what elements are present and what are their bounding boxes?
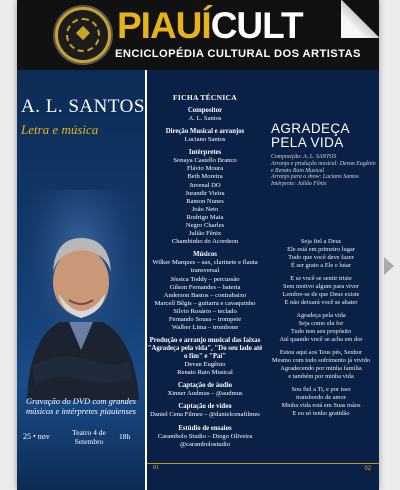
credit-line: Devan Eugênio [184,361,226,369]
lyrics-line: Sou fiel a Ti, e por isso [291,386,351,393]
credit-line: Daniel Cena Filmes – @danielcenafilmes [150,411,260,419]
song-composition-credits [271,154,377,188]
credit-line: Wilker Marques – sax, clarinete e flauta transversal [152,259,258,275]
lyrics-line: Mesmo com todo sofrimento já vivido [271,357,371,364]
lyrics-line: Agradecendo por minha família [280,365,362,372]
brand-part1: PIAUÍ [117,5,211,46]
composition-line: Arranjo para o show: Luciano Santos [271,174,359,181]
credit-section-title: Captação de áudio [177,382,232,390]
lyrics-line: E se você se sentir triste [290,275,352,282]
tagline: ENCICLOPÉDIA CULTURAL DOS ARTISTAS [115,48,361,60]
lyrics-line: Lembre-se de que Deus existe [282,291,360,298]
credit-section-title: Captação de vídeo [178,403,232,411]
event-date [23,428,141,450]
lyrics-line: É ser grato a Ele e lutar [291,262,351,269]
credits-column [147,70,263,490]
lyrics-stanza [263,349,379,381]
credit-line: Xinner Audmus – @audmus [167,390,243,398]
lyrics-line: Seja como ela for [298,320,344,327]
credit-line: Walber Lima – trombone [171,324,239,332]
credit-line: Carambolo Studio – Diogo Oliveira [157,432,253,440]
lyrics-line: Tudo que você deve fazer [288,254,354,261]
lyrics-line: Estou aqui aos Teus pés, Senhor [279,349,363,356]
magazine-spread [17,0,379,490]
credit-line: @carambolostudio [179,440,231,448]
credit-line: Beth Moreira [187,173,223,181]
lyrics-stanza [263,238,379,270]
song-title: AGRADEÇA PELA VIDA [271,121,350,150]
credit-section-title: Intérpretes [188,149,222,157]
dvd-recording-note: Gravação do DVD com grandes músicos e intérpretes piauienses [25,396,136,416]
credit-section-title: Direção Musical e arranjos [165,128,245,136]
seal-badge-icon [55,7,111,63]
credit-line: Flávio Moura [186,165,224,173]
next-page-arrow-icon[interactable] [384,257,394,275]
credit-line: Juvenal DO [189,181,221,189]
credit-section-title: Estúdio de ensaios [178,424,232,432]
artist-portrait [19,190,143,410]
credit-line: Marcell Bêgis – guitarra e cavaquinho [154,299,256,307]
composition-line: Intérprete: Julião Fênix [271,181,327,188]
song-column [263,70,379,490]
credit-line: João Neto [191,205,219,213]
credits-heading: FICHA TÉCNICA [173,93,237,102]
credit-line: Julião Fênix [188,230,222,238]
page-curl-corner[interactable] [341,0,379,38]
credit-section-title: Produção e arranjo musical das faixas "Agradeça pela vida", "Do seu lado até o fim" e "Pai" [147,337,263,361]
magazine-header [17,0,379,70]
credit-line: Renato Raio Musical [177,369,233,377]
lyrics-line: Até quando você se acha em dor [279,336,363,343]
credit-line: Anderson Bastos – contrabaixo [163,291,247,299]
lyrics-line: e também por minha vida [288,373,354,380]
brand-logo [117,6,367,46]
credit-section-title: Músicos [193,251,217,259]
lyrics-line: Ele está em primeiro lugar [287,246,355,253]
song-lyrics [263,238,379,423]
composition-line: Composição: A. L. SANTOS [271,154,337,160]
lyrics-line: Seja fiel a Deus [300,238,342,245]
credit-line: Rodrigo Maia [186,213,224,221]
credit-line: Ramon Nunes [186,197,224,205]
page-number-right: 02 [364,466,371,472]
credit-line: Jurandir Vieira [185,189,225,197]
credit-line: Sonaya Castello Branco [173,157,237,165]
artist-subtitle: Letra e música [21,122,99,137]
credit-line: Negro Charles [185,222,225,230]
lyrics-line: Sem motivo algum para viver [283,283,359,290]
credit-line: Luciano Santos [184,136,226,144]
credit-section-title: Compositor [187,107,223,115]
composition-line: Arranjo e produção musical: Devan Eugênio [271,160,376,167]
page-number-left: 01 [153,464,159,471]
lyrics-line: transbordo de amor [296,394,346,401]
event-time: 18h [119,432,131,441]
credit-line: Gilson Fernandes – bateria [169,283,241,291]
lyrics-stanza [263,312,379,344]
lyrics-line: E eu só tenho gratidão [292,410,350,417]
lyrics-stanza [263,386,379,418]
lyrics-stanza [263,275,379,307]
artist-name: A. L. SANTOS [21,96,145,117]
credit-line: A. L. Santos [188,115,222,123]
event-venue: Teatro 4 de Setembro [72,428,106,446]
credit-line: Chambinho do Acordeon [171,238,239,246]
lyrics-line: Tudo tem seu propósito [290,328,352,335]
credit-line: Silvio Rosário – teclado [173,307,237,315]
lyrics-line: Agradeça pela vida [296,312,346,319]
lyrics-line: Minha vida está em Suas mãos [281,402,361,409]
credit-sections [147,107,263,449]
credit-line: Jéssica Toddy – percussão [170,275,240,283]
credit-line: Fernando Sousa – trompete [168,315,242,323]
brand-part2: CULT [210,5,303,46]
lyrics-line: E não deixará você se abater [284,299,358,306]
footer-divider [147,463,379,464]
composition-line: e Renato Raio Musical [271,167,324,174]
left-page-poster [17,70,145,490]
event-day: 25 • nov [23,432,50,441]
